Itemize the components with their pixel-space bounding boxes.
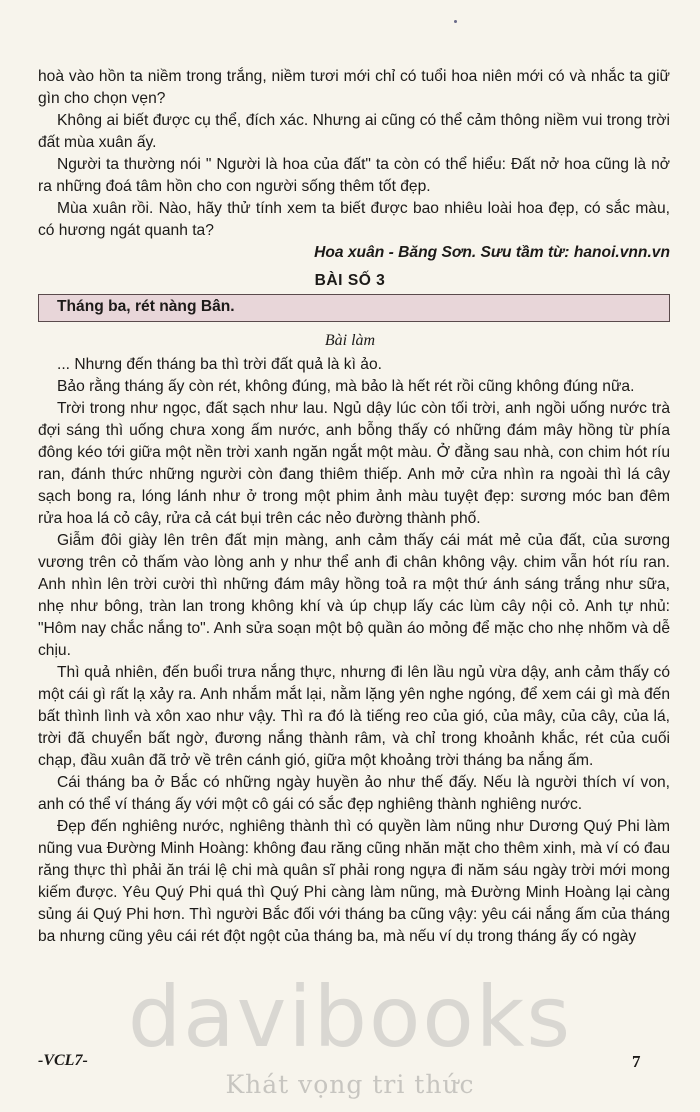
topic-title: Tháng ba, rét nàng Bân. [57, 298, 235, 315]
essay-heading: Bài làm [324, 332, 376, 349]
source-citation: Hoa xuân - Băng Sơn. Sưu tầm từ: hanoi.vnn.vn [314, 244, 670, 261]
lesson-number: BÀI SỐ 3 [314, 272, 386, 289]
paragraph: Người ta thường nói " Người là hoa của đất" ta còn có thể hiểu: Đất nở hoa cũng là nở ra những đoá tâm hồn cho con người sống thêm tốt đẹp. [38, 156, 670, 195]
paragraph: Đẹp đến nghiêng nước, nghiêng thành thì có quyền làm nũng như Dương Quý Phi làm nũng vua Đường Minh Hoàng: không đau răng cũng nhăn mặt cho thêm xinh, mà ví có đau răng thực thì phải ăn trái lệ chi mà quân sĩ phải rong ngựa đi năm sáu ngày trời mới mong kiếm được. Yêu Quý Phi quá thì Quý Phi càng làm nũng, mà Đường Minh Hoàng lại càng sủng ái Quý Phi hơn. Thì người Bắc đối với tháng ba cũng vậy: yêu cái nắng ấm của tháng ba nhưng cũng yêu cái rét đột ngột của tháng ba, mà nếu ví dụ trong tháng ấy có ngày [38, 818, 670, 945]
watermark-brand: davibooks [127, 968, 573, 1066]
top-section [38, 66, 670, 264]
essay-body [38, 354, 670, 948]
paragraph: hoà vào hồn ta niềm trong trắng, niềm tươi mới chỉ có tuổi hoa niên mới có và nhắc ta giữ gìn cho chọn vẹn? [38, 68, 670, 107]
paragraph: ... Nhưng đến tháng ba thì trời đất quả là kì ảo. [57, 356, 382, 373]
page-number: 7 [632, 1052, 641, 1071]
watermark-tagline: Khát vọng tri thức [225, 1070, 475, 1099]
paragraph: Giẫm đôi giày lên trên đất mịn màng, anh cảm thấy cái mát mẻ của đất, của sương vương trên cỏ thấm vào lòng anh y như thể anh đi chân không vậy. chim vẫn hót ríu ran. Anh nhìn lên trời cười thì những đám mây hồng toả ra một thứ ánh sáng trắng như sữa, nhẹ như bông, tràn lan trong không khí và úp chụp lấy các lùm cây nội cỏ. Anh tự nhủ: "Hôm nay chắc nắng to". Anh sửa soạn một bộ quần áo mỏng để mặc cho nhẹ nhõm và dễ chịu. [38, 532, 670, 659]
paragraph: Cái tháng ba ở Bắc có những ngày huyền ảo như thế đấy. Nếu là người thích ví von, anh có thể ví tháng ấy với một cô gái có sắc đẹp nghiêng thành nghiêng nước. [38, 774, 670, 813]
paragraph: Thì quả nhiên, đến buổi trưa nắng thực, nhưng đi lên lầu ngủ vừa dậy, anh cảm thấy có một cái gì rất lạ xảy ra. Anh nhắm mắt lại, nằm lặng yên nghe ngóng, để xem cái gì mà đến bất thình lình và xôn xao như vậy. Thì ra đó là tiếng reo của gió, của mây, của cây, của lá, trời đã chuyển bất ngờ, đương nắng thành râm, và chỉ trong khoảnh khắc, rét của cuối chạp, đầu xuân đã trở về trên cánh gió, giữa một khoảng trời tháng ba nắng ấm. [38, 664, 670, 769]
paragraph: Không ai biết được cụ thể, đích xác. Nhưng ai cũng có thể cảm thông niềm vui trong trời đất mùa xuân ấy. [38, 112, 670, 151]
paragraph: Mùa xuân rồi. Nào, hãy thử tính xem ta biết được bao nhiêu loài hoa đẹp, có sắc màu, có hương ngát quanh ta? [38, 200, 670, 239]
paragraph: Bảo rằng tháng ấy còn rét, không đúng, mà bảo là hết rét rồi cũng không đúng nữa. [57, 378, 635, 395]
print-speck [454, 20, 457, 23]
paragraph: Trời trong như ngọc, đất sạch như lau. Ngủ dậy lúc còn tối trời, anh ngồi uống nước trà đợi sáng thì uống chưa xong ấm nước, anh bỗng thấy có những đám mây hồng từ phía đông kéo tới giữa một nền trời xanh ngăn ngắt một màu. Ở đằng sau nhà, con chim hót ríu ran, đánh thức những người còn đang thiêm thiếp. Anh mở cửa nhìn ra ngoài thì lá cây sạch bong ra, lóng lánh như ở trong một phim ảnh màu tuyệt đẹp: sương móc ban đêm rửa hoa lá cỏ cây, rửa cả cát bụi trên các nẻo đường thành phố. [38, 400, 670, 527]
footer-book-code: -VCL7- [38, 1052, 88, 1069]
topic-box [38, 294, 670, 322]
